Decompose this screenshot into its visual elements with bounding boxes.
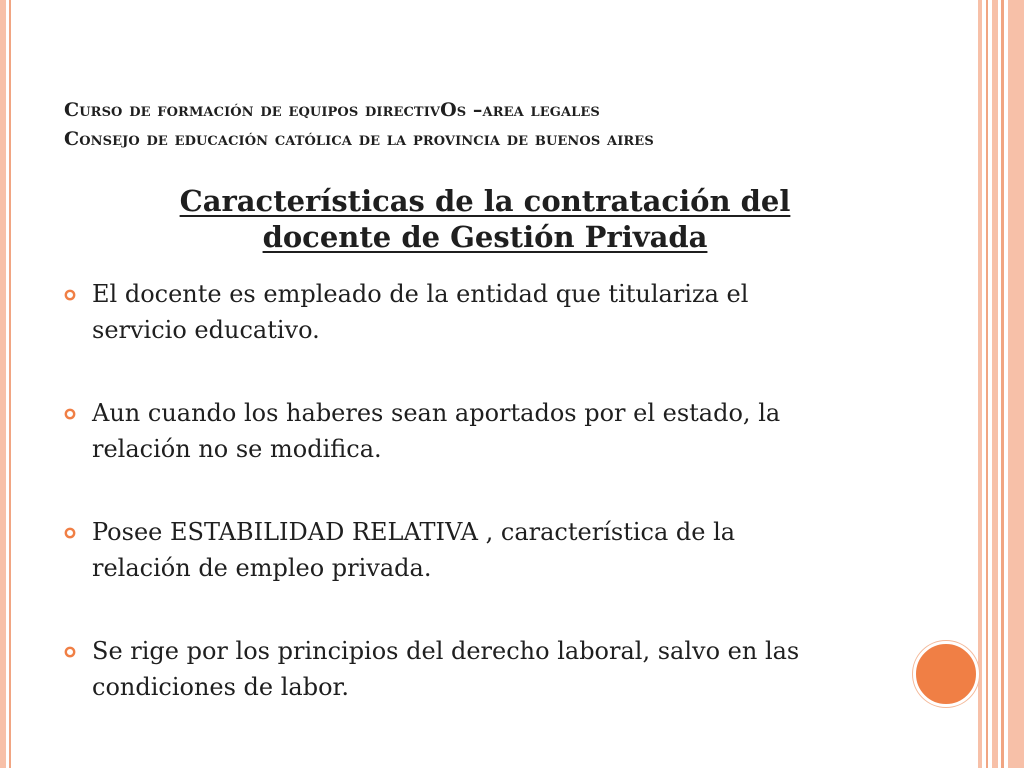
orange-circle-decoration [913, 641, 979, 707]
right-stripe [992, 0, 998, 768]
ring-bullet-icon [64, 408, 76, 420]
left-frame-stripe [0, 0, 6, 768]
bullet-text-line: Se rige por los principios del derecho laboral, salvo en las [92, 637, 800, 665]
bullet-text-line: Posee ESTABILIDAD RELATIVA , característica de la [92, 518, 736, 546]
title-line-1: Características de la contratación del [179, 184, 791, 218]
bullet-text-line: El docente es empleado de la entidad que titulariza el [92, 280, 749, 308]
bullet-item [64, 276, 864, 348]
ring-bullet-icon [64, 527, 76, 539]
right-stripe [1008, 0, 1024, 768]
bullet-item [64, 395, 864, 467]
bullet-item [64, 514, 864, 586]
right-stripe [978, 0, 982, 768]
bullet-text-line: Aun cuando los haberes sean aportados por el estado, la [92, 399, 781, 427]
right-stripe [986, 0, 988, 768]
title-line-2: docente de Gestión Privada [262, 220, 708, 254]
ring-bullet-icon [64, 646, 76, 658]
bullet-text-line: relación de empleo privada. [92, 554, 432, 582]
right-frame-stripes [978, 0, 1024, 768]
ring-bullet-icon [64, 289, 76, 301]
slide-header [64, 96, 654, 154]
bullet-text-line: relación no se modifica. [92, 435, 382, 463]
bullet-list [64, 276, 864, 752]
bullet-item [64, 633, 864, 705]
header-course-line: Curso de formación de equipos directivOs –area legales [64, 99, 600, 121]
header-council-line: Consejo de educación católica de la provincia de buenos aires [64, 128, 654, 150]
slide-title [80, 183, 890, 255]
left-frame-line [9, 0, 11, 768]
bullet-text-line: condiciones de labor. [92, 673, 350, 701]
right-stripe [1001, 0, 1004, 768]
bullet-text-line: servicio educativo. [92, 316, 320, 344]
